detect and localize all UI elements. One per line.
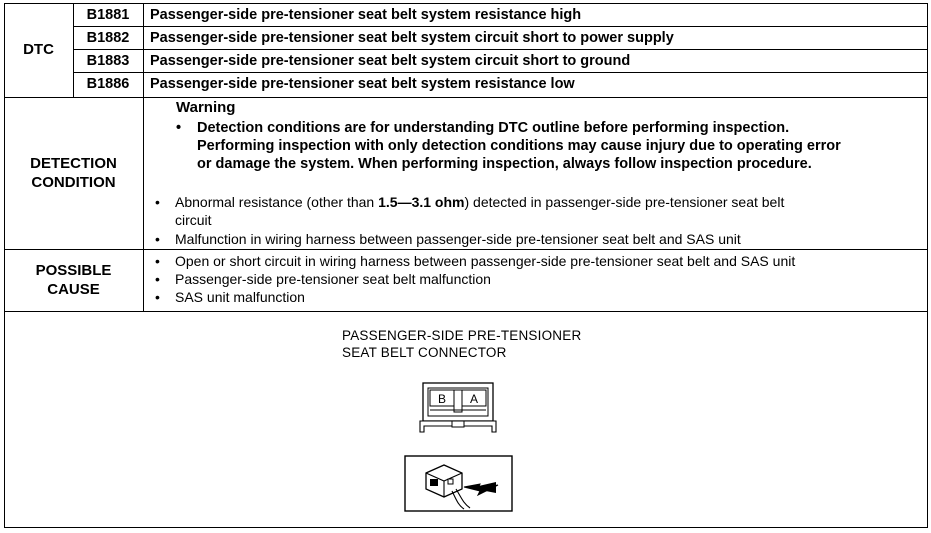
detection-item-harness: • Malfunction in wiring harness between passenger-side pre-tensioner seat belt and SAS unit	[175, 230, 741, 248]
cause-item: • Passenger-side pre-tensioner seat belt malfunction	[175, 270, 491, 288]
resistance-range: 1.5—3.1 ohm	[378, 194, 465, 210]
detection-item1-line2: circuit	[175, 212, 212, 228]
connector-location-icon	[404, 455, 514, 513]
dtc-description: Passenger-side pre-tensioner seat belt system resistance high	[150, 7, 582, 23]
dtc-description: Passenger-side pre-tensioner seat belt system circuit short to power supply	[150, 30, 674, 46]
dtc-code: B1883	[86, 53, 130, 69]
terminal-b-label: B	[437, 392, 447, 406]
connector-title-line2: SEAT BELT CONNECTOR	[342, 345, 507, 360]
terminal-a-label: A	[469, 392, 479, 406]
detection-header-line1: DETECTION	[30, 155, 117, 172]
detection-header-line2: CONDITION	[31, 174, 116, 191]
column-divider-description	[143, 3, 144, 311]
connector-title-line1: PASSENGER-SIDE PRE-TENSIONER	[342, 328, 582, 343]
dtc-description: Passenger-side pre-tensioner seat belt system resistance low	[150, 76, 575, 92]
warning-bullet-line1: • Detection conditions are for understanding DTC outline before performing inspection.	[197, 119, 789, 137]
row-divider-1	[73, 26, 928, 27]
possible-cause-header	[4, 261, 143, 299]
dtc-code: B1881	[86, 7, 130, 23]
cause-item: • Open or short circuit in wiring harness between passenger-side pre-tensioner seat belt and SAS unit	[175, 252, 795, 270]
dtc-code: B1882	[86, 30, 130, 46]
row-divider-2	[73, 49, 928, 50]
connector-face-diagram	[418, 380, 498, 440]
cause-header-line2: CAUSE	[47, 281, 100, 298]
detection-item-resistance	[175, 193, 784, 211]
dtc-code: B1886	[86, 76, 130, 92]
detection-condition-header	[4, 154, 143, 192]
dtc-header: DTC	[23, 41, 54, 58]
row-divider-3	[73, 72, 928, 73]
warning-line2: Performing inspection with only detection conditions may cause injury due to operating error	[197, 138, 841, 154]
warning-line3: or damage the system. When performing inspection, always follow inspection procedure.	[197, 156, 812, 172]
detection-item1-post: ) detected in passenger-side pre-tensioner seat belt	[464, 194, 785, 210]
detection-item1-pre: Abnormal resistance (other than	[175, 194, 379, 210]
cause-header-line1: POSSIBLE	[35, 262, 112, 279]
section-divider-cause	[4, 311, 928, 312]
warning-title: Warning	[176, 99, 236, 116]
cause-item: • SAS unit malfunction	[175, 288, 305, 306]
dtc-description: Passenger-side pre-tensioner seat belt system circuit short to ground	[150, 53, 631, 69]
